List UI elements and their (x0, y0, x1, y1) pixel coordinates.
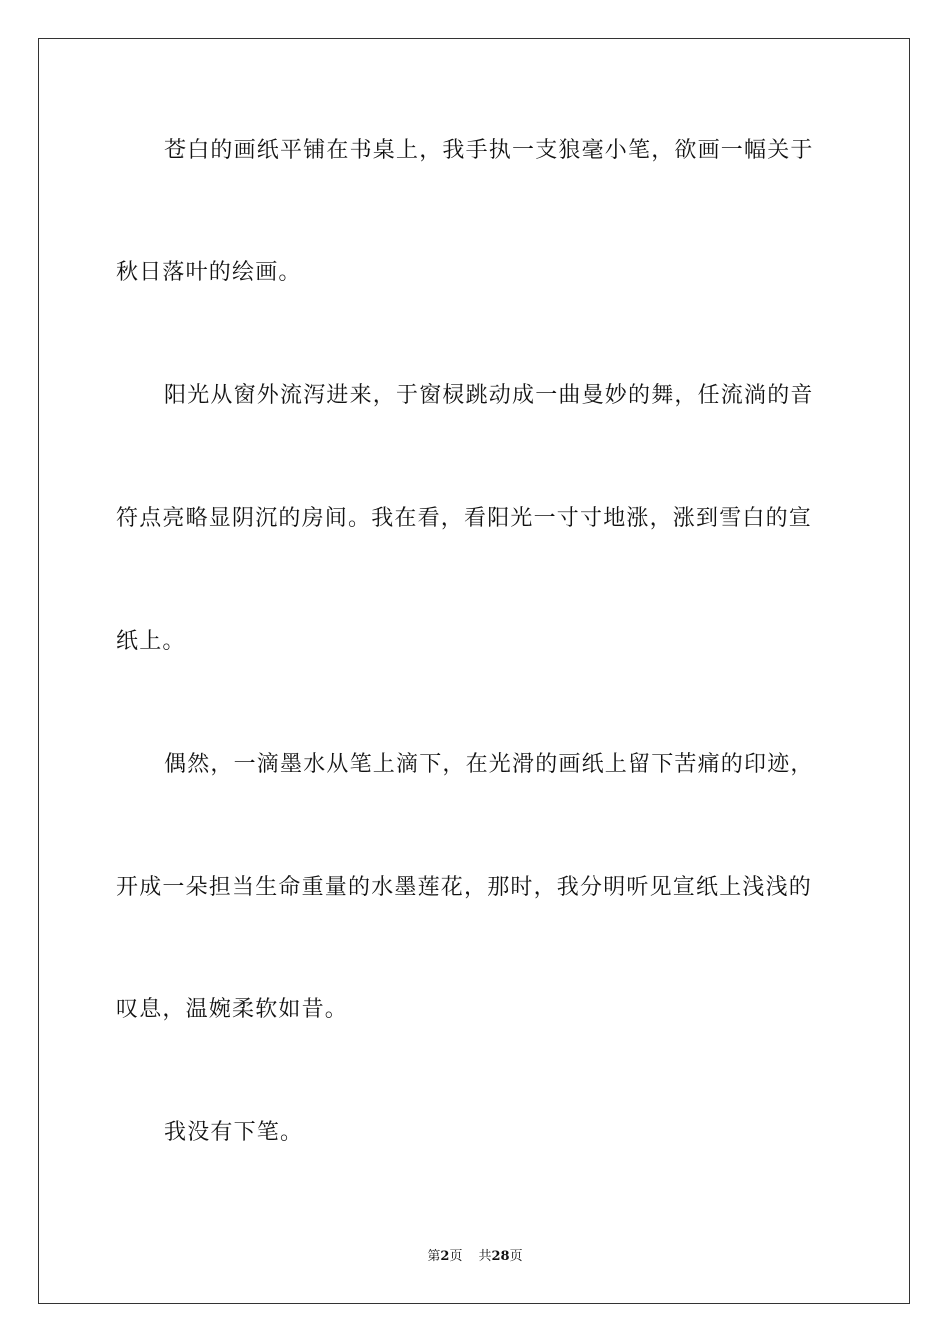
total-page-number: 28 (491, 1249, 510, 1264)
paragraph-3-line-1: 偶然，一滴墨水从笔上滴下，在光滑的画纸上留下苦痛的印迹， (164, 752, 814, 777)
page-border (38, 38, 910, 1304)
page-prefix: 第 (427, 1249, 441, 1264)
paragraph-2-line-1: 阳光从窗外流泻进来，于窗棂跳动成一曲曼妙的舞，任流淌的音 (164, 383, 814, 408)
paragraph-2-line-3: 纸上。 (116, 629, 186, 654)
paragraph-1-line-2: 秋日落叶的绘画。 (116, 260, 302, 285)
page-footer (0, 1248, 950, 1266)
paragraph-4-line-1: 我没有下笔。 (164, 1120, 304, 1145)
paragraph-3-line-2: 开成一朵担当生命重量的水墨莲花，那时，我分明听见宣纸上浅浅的 (116, 875, 813, 900)
current-page-number: 2 (440, 1249, 450, 1264)
page-suffix: 页 (449, 1249, 463, 1264)
paragraph-1-line-1: 苍白的画纸平铺在书桌上，我手执一支狼毫小笔，欲画一幅关于 (164, 138, 814, 163)
total-prefix: 共 (478, 1249, 492, 1264)
paragraph-3-line-3: 叹息，温婉柔软如昔。 (116, 997, 349, 1022)
total-suffix: 页 (509, 1249, 523, 1264)
paragraph-2-line-2: 符点亮略显阴沉的房间。我在看，看阳光一寸寸地涨，涨到雪白的宣 (116, 506, 813, 531)
